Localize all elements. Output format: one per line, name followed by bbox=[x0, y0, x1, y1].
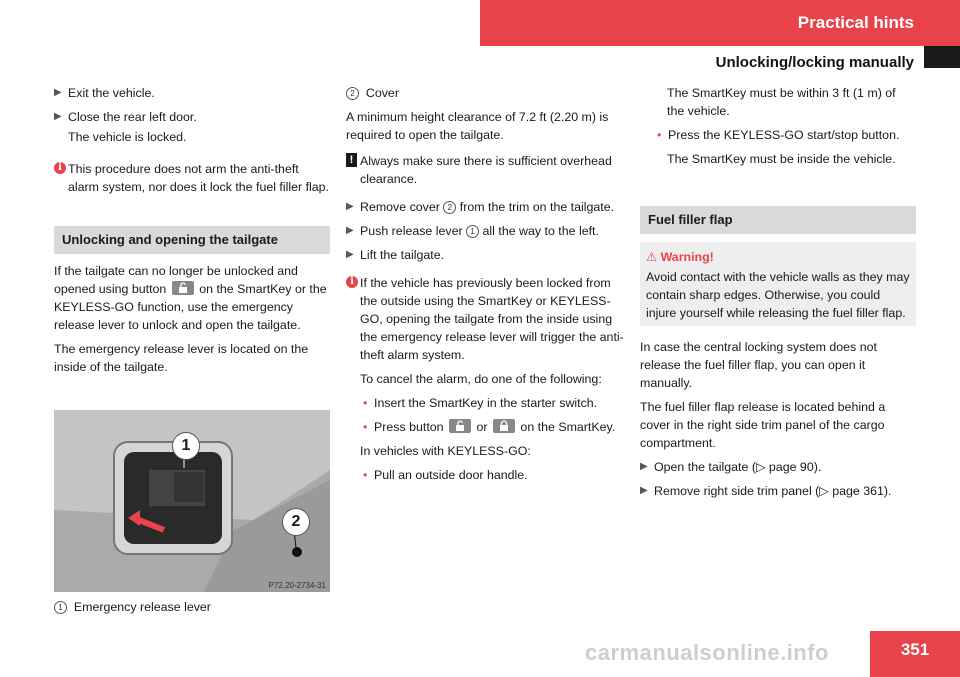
bullet-item: • Pull an outside door handle. bbox=[363, 468, 528, 482]
info-icon: i bbox=[346, 276, 358, 288]
lock-button-icon bbox=[493, 419, 515, 433]
paragraph: A minimum height clearance of 7.2 ft (2.20 m) is required to open the tailgate. bbox=[346, 110, 609, 142]
arrow-icon: ▶ bbox=[640, 485, 648, 496]
ref-number: 1 bbox=[466, 225, 479, 238]
photo-code: P72.20-2734-31 bbox=[268, 581, 326, 590]
warning-title: ⚠ Warning! bbox=[646, 250, 714, 264]
step: ▶ Lift the tailgate. bbox=[346, 248, 445, 262]
warning-text: Avoid contact with the vehicle walls as they may contain sharp edges. Otherwise, you could injure yourself while releasing the fuel filler flap. bbox=[646, 270, 910, 320]
bullet-item: • Insert the SmartKey in the starter switch. bbox=[363, 396, 598, 410]
legend-number: 2 bbox=[346, 87, 359, 100]
step: ▶ Open the tailgate (▷ page 90). bbox=[640, 460, 822, 474]
callout-1: 1 bbox=[172, 432, 200, 460]
caption-number: 1 bbox=[54, 601, 67, 614]
section-heading: Unlocking and opening the tailgate bbox=[54, 226, 330, 254]
paragraph: To cancel the alarm, do one of the following: bbox=[360, 372, 602, 386]
paragraph: The emergency release lever is located on the inside of the tailgate. bbox=[54, 342, 309, 374]
bullet-icon: • bbox=[363, 468, 368, 482]
watermark: carmanualsonline.info bbox=[585, 640, 829, 665]
arrow-icon: ▶ bbox=[54, 87, 62, 98]
unlock-button-icon bbox=[449, 419, 471, 433]
step: ▶ Push release lever 1 all the way to the left. bbox=[346, 224, 599, 238]
paragraph: If the tailgate can no longer be unlocked and opened using button on the SmartKey or the KEYLESS-GO function, use the emergency release lever to unlock and open the tailgate. bbox=[54, 264, 327, 332]
bullet-item: • Press button or on the SmartKey. bbox=[363, 420, 616, 434]
unlock-button-icon bbox=[172, 281, 194, 295]
column-1 bbox=[54, 84, 330, 382]
paragraph: The SmartKey must be within 3 ft (1 m) of the vehicle. bbox=[667, 86, 896, 118]
step: ▶ Exit the vehicle. bbox=[54, 86, 155, 100]
paragraph: The fuel filler flap release is located behind a cover in the right side trim panel of the cargo compartment. bbox=[640, 400, 886, 450]
bullet-icon: • bbox=[363, 420, 368, 434]
info-icon: i bbox=[54, 162, 66, 174]
paragraph: The SmartKey must be inside the vehicle. bbox=[667, 152, 896, 166]
bullet-icon: • bbox=[657, 128, 662, 142]
figure-caption: 1 Emergency release lever bbox=[54, 600, 211, 614]
bullet-item: • Press the KEYLESS-GO start/stop button. bbox=[657, 128, 900, 142]
step-continuation: The vehicle is locked. bbox=[68, 130, 187, 144]
ref-number: 2 bbox=[443, 201, 456, 214]
warning-box bbox=[640, 242, 916, 326]
step: ▶ Remove right side trim panel (▷ page 361). bbox=[640, 484, 892, 498]
exclamation-icon: ! bbox=[346, 153, 357, 167]
header-marker bbox=[924, 46, 960, 68]
page-subtitle: Unlocking/locking manually bbox=[715, 54, 914, 71]
section-title: Practical hints bbox=[797, 13, 914, 32]
bullet-icon: • bbox=[363, 396, 368, 410]
info-note: i This procedure does not arm the anti-theft alarm system, nor does it lock the fuel filler flap. bbox=[54, 160, 330, 196]
arrow-icon: ▶ bbox=[346, 249, 354, 260]
step: ▶ Remove cover 2 from the trim on the tailgate. bbox=[346, 200, 615, 214]
arrow-icon: ▶ bbox=[346, 225, 354, 236]
legend-item: 2 Cover bbox=[346, 84, 624, 102]
warning-note: ! Always make sure there is sufficient overhead clearance. bbox=[346, 152, 624, 188]
info-note: i If the vehicle has previously been locked from the outside using the SmartKey or KEYLESS-GO, opening the tailgate from the inside using the emergency release lever will trigger the anti-theft alarm system. bbox=[346, 274, 624, 364]
column-3 bbox=[640, 84, 916, 506]
warning-triangle-icon: ⚠ bbox=[646, 250, 658, 264]
page-number: 351 bbox=[870, 631, 960, 677]
arrow-icon: ▶ bbox=[346, 201, 354, 212]
section-heading: Fuel filler flap bbox=[640, 206, 916, 234]
step: ▶ Close the rear left door. bbox=[54, 110, 197, 124]
column-2 bbox=[346, 84, 624, 490]
callout-2: 2 bbox=[282, 508, 310, 536]
paragraph: In case the central locking system does not release the fuel filler flap, you can open it manually. bbox=[640, 340, 877, 390]
arrow-icon: ▶ bbox=[54, 111, 62, 122]
arrow-icon: ▶ bbox=[640, 461, 648, 472]
tailgate-photo bbox=[54, 410, 330, 592]
paragraph: In vehicles with KEYLESS-GO: bbox=[360, 444, 531, 458]
